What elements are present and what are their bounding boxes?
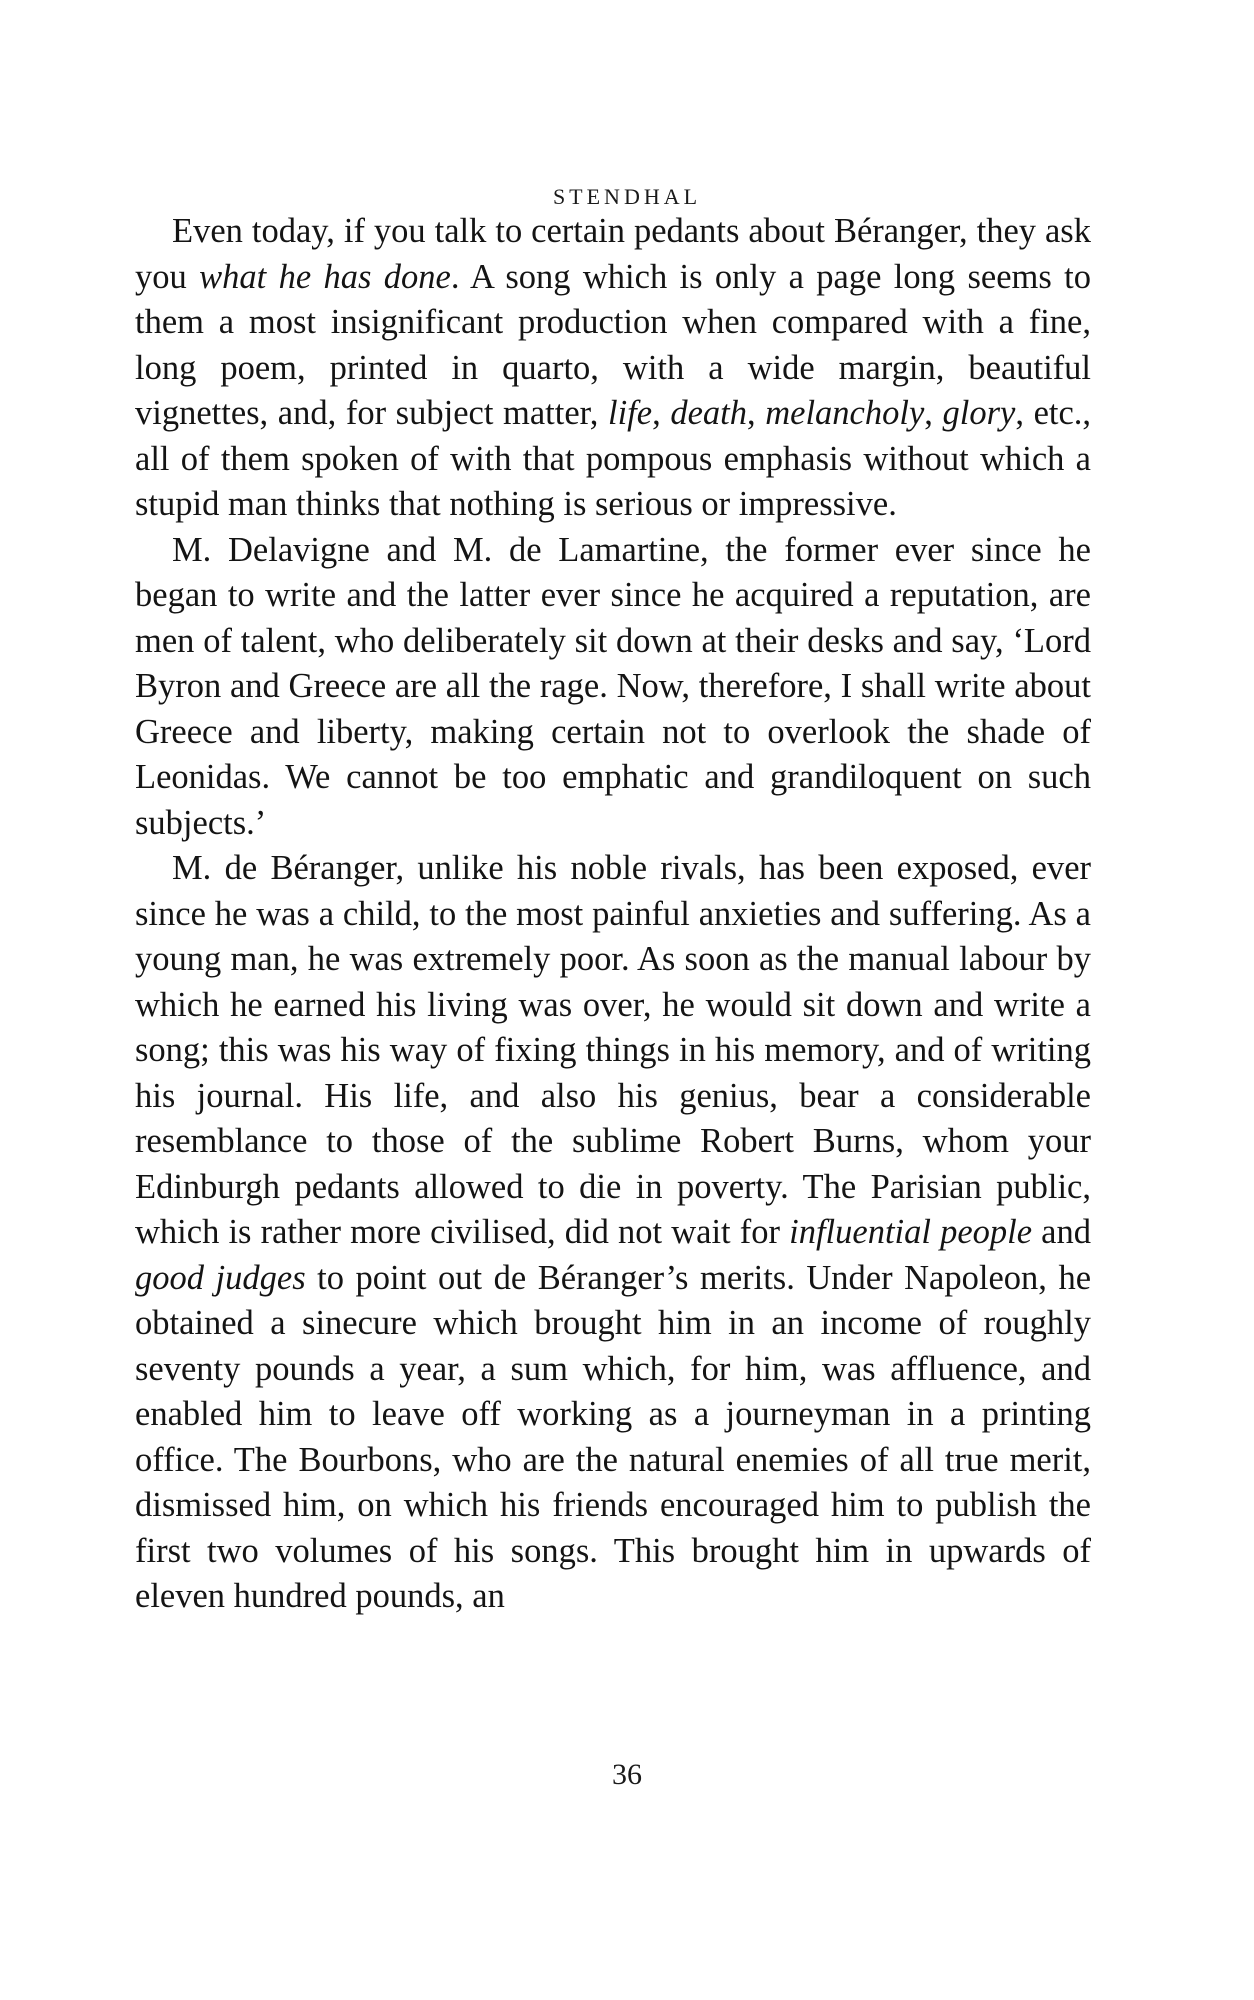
italic-text-run: melancholy xyxy=(765,394,925,432)
text-run: to point out de Béranger’s merits. Under Napoleon, he obtained a sinecure which brought him in an income of roughly seventy pounds a year, a sum which, for him, was affluence, and enabled him to leave off working as a journeyman in a printing office. The Bourbons, who are the natural enemies of all true merit, dismissed him, on which his friends encouraged him to publish the first two volumes of his songs. This brought him in upwards of eleven hundred pounds, an xyxy=(135,1258,1092,1615)
text-run: and xyxy=(1032,1213,1091,1251)
text-run: M. de Béranger, unlike his noble rivals, has been exposed, ever since he was a child, to the most painful anxieties and suffering. As a young man, he was extremely poor. As soon as the manual labour by which he earned his living was over, he would sit down and write a song; this was his way of fixing things in his memory, and of writing his journal. His life, and also his genius, bear a considerable resemblance to those of the sublime Robert Burns, whom your Edinburgh pedants allowed to die in poverty. The Parisian public, which is rather more civilised, did not wait for xyxy=(135,849,1091,1251)
italic-text-run: influential people xyxy=(789,1213,1033,1251)
text-run: , etc., all of them spoken of with that pompous emphasis without which a stupid man thinks that nothing is serious or impressive. xyxy=(135,394,1092,523)
paragraph xyxy=(135,209,1091,528)
paragraph xyxy=(135,528,1091,847)
text-run: , xyxy=(924,394,943,432)
text-run: M. Delavigne and M. de Lamartine, the former ever since he began to write and the latter ever since he acquired a reputation, are men of talent, who deliberately sit down at their desks and say, ‘Lord Byron and Greece are all the rage. Now, therefore, I shall write about Greece and liberty, making certain not to overlook the shade of Leonidas. We cannot be too emphatic and grandiloquent on such subjects.’ xyxy=(135,530,1091,842)
text-run: . A song which is only a page long seems to them a most insignificant production when compared with a fine, long poem, printed in quarto, with a wide margin, beautiful vignettes, and, for subject matter, xyxy=(135,257,1092,432)
running-head-title: STENDHAL xyxy=(552,184,702,209)
page-number: 36 xyxy=(612,1758,642,1791)
paragraph xyxy=(135,846,1091,1620)
italic-text-run: what he has done xyxy=(199,257,451,296)
text-run: Even today, if you talk to certain pedants about Béranger, they ask you xyxy=(135,212,1091,296)
text-run: , xyxy=(746,394,766,432)
italic-text-run: good judges xyxy=(135,1258,306,1297)
italic-text-run: death xyxy=(670,394,747,432)
body-text xyxy=(135,209,1091,1620)
italic-text-run: glory xyxy=(942,394,1016,432)
text-run: , xyxy=(652,394,671,432)
italic-text-run: life xyxy=(608,394,653,432)
